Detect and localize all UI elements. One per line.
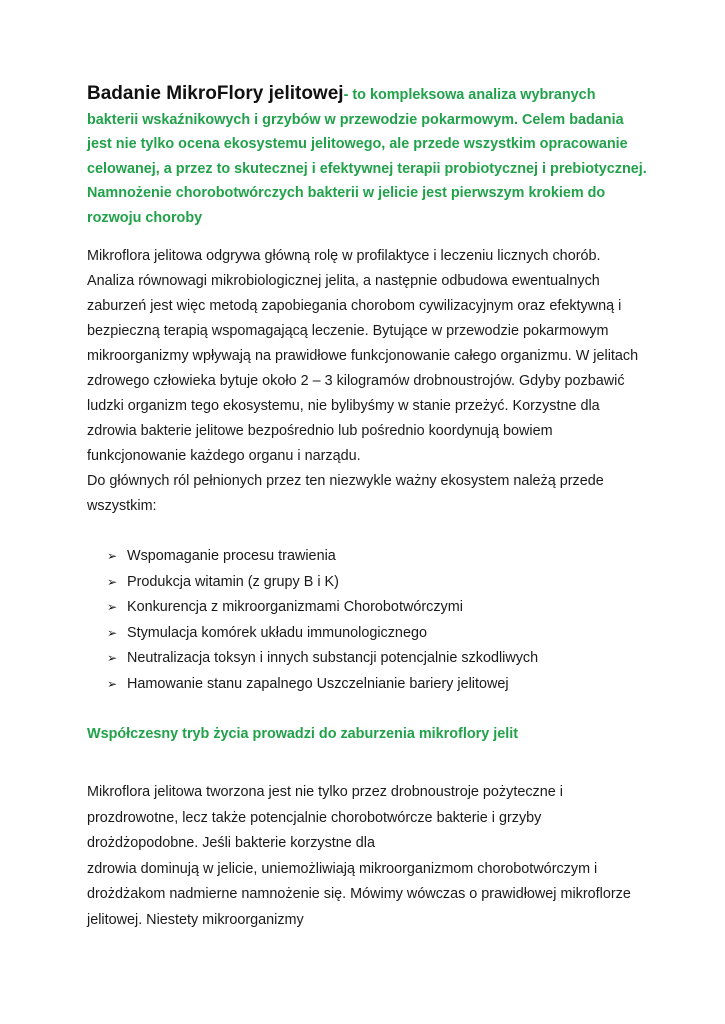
list-item: ➢ Stymulacja komórek układu immunologicznego: [107, 621, 647, 647]
arrow-bullet-icon: ➢: [107, 549, 118, 563]
arrow-bullet-icon: ➢: [107, 651, 118, 665]
arrow-bullet-icon: ➢: [107, 625, 118, 640]
section-heading: Współczesny tryb życia prowadzi do zaburzenia mikroflory jelit: [87, 726, 519, 742]
document-title: Badanie MikroFlory jelitowej: [87, 83, 344, 104]
paragraph-microflora-composition: Mikroflora jelitowa tworzona jest nie tylko przez drobnoustroje pożyteczne i prozdrowotne, lecz także potencjalnie chorobotwórcze bakterie i grzyby drożdżopodobne. Jeśli bakterie korzystne dla zdrowia dominują w jelicie, uniemożliwiają mikroorganizmom chorobotwórczym i drożdżakom nadmierne namnożenie się. Mówimy wówczas o prawidłowej mikroflorze jelitowej. Niestety mikroorganizmy: [87, 784, 631, 928]
intro-text: to kompleksowa analiza wybranych bakterii wskaźnikowych i grzybów w przewodzie pokarmowym. Celem badania jest nie tylko ocena ekosystemu jelitowego, ale przede wszystkim opracowanie celowanej, a przez to skutecznej i efektywnej terapii probiotycznej i prebiotycznej. Namnożenie chorobotwórczych bakterii w jelicie jest pierwszym krokiem do rozwoju choroby: [87, 87, 647, 226]
arrow-bullet-icon: ➢: [107, 600, 118, 614]
list-item: ➢ Neutralizacja toksyn i innych substancji potencjalnie szkodliwych: [107, 646, 647, 672]
roles-list: [87, 544, 647, 697]
list-item: ➢ Konkurencja z mikroorganizmami Chorobotwórczymi: [107, 595, 647, 621]
arrow-bullet-icon: ➢: [107, 676, 118, 691]
paragraph-microflora-role-text: Mikroflora jelitowa odgrywa główną rolę w profilaktyce i leczeniu licznych chorób. Analiza równowagi mikrobiologicznej jelita, a następnie odbudowa ewentualnych zaburzeń jest więc metodą zapobiegania chorobom cywilizacyjnym oraz efektywną i bezpieczną terapią wspomagającą leczenie. Bytujące w przewodzie pokarmowym mikroorganizmy wpływają na prawidłowe funkcjonowanie całego organizmu. W jelitach zdrowego człowieka bytuje około 2 – 3 kilogramów drobnoustrojów. Gdyby pozbawić ludzki organizm tego ekosystemu, nie bylibyśmy w stanie przeżyć. Korzystne dla zdrowia bakterie jelitowe bezpośrednio lub pośrednio koordynują bowiem funkcjonowanie każdego organu i narządu.: [87, 248, 639, 464]
document-page: [87, 82, 647, 933]
list-item: ➢ Produkcja witamin (z grupy B i K): [107, 570, 647, 596]
list-item: ➢ Wspomaganie procesu trawienia: [107, 544, 647, 570]
paragraph-roles-lead: Do głównych ról pełnionych przez ten niezwykle ważny ekosystem należą przede wszystkim:: [87, 473, 604, 514]
paragraph-microflora-role: [87, 244, 647, 519]
arrow-bullet-icon: ➢: [107, 574, 118, 589]
intro-paragraph: [87, 82, 647, 230]
list-item: ➢ Hamowanie stanu zapalnego Uszczelnianie bariery jelitowej: [107, 672, 647, 698]
intro-dash: -: [343, 87, 349, 103]
